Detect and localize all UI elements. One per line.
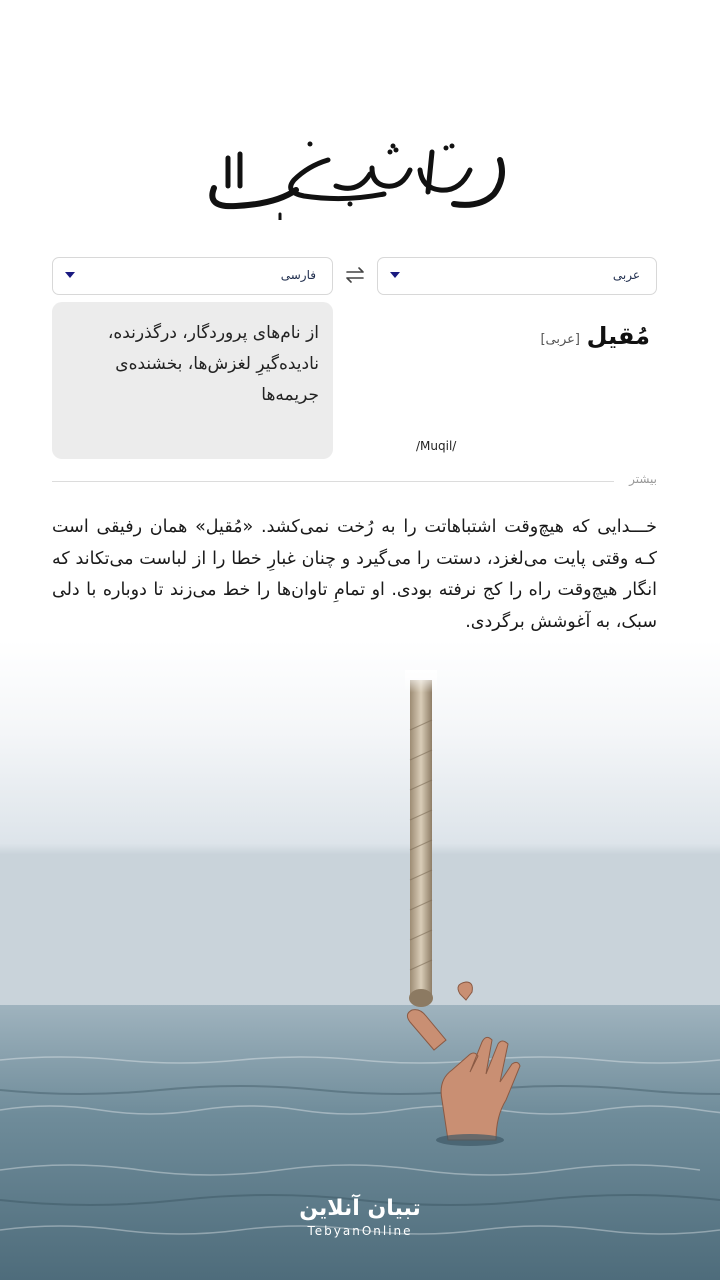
more-link[interactable]: بیشتر — [629, 472, 657, 486]
target-language-select[interactable] — [52, 257, 333, 295]
target-language-label: فارسی — [280, 268, 316, 282]
brand-logo — [290, 1196, 430, 1238]
translation-text: از نام‌های پروردگار، درگذرنده، نادیده‌گیرِ لغزش‌ها، بخشنده‌ی جریمه‌ها — [107, 323, 319, 405]
transliteration: /Muqil/ — [416, 439, 457, 453]
rope-hand-sea-image — [0, 640, 720, 1280]
source-language-select[interactable] — [377, 257, 657, 295]
more-divider — [52, 472, 657, 488]
calligraphy-logo-icon — [200, 130, 520, 220]
caret-down-icon — [390, 272, 400, 278]
swap-arrows-icon — [343, 265, 367, 285]
brand-name-en: TebyanOnline — [307, 1224, 413, 1238]
translation-box — [52, 302, 333, 459]
swap-languages-button[interactable] — [343, 265, 367, 285]
divider-line — [52, 481, 614, 482]
description-text: خـــدایی که هیچ‌وقت اشتباهاتت را به رُخت نمی‌کشد. «مُقیل» همان رفیقی است کـه وقتی پایت می‌لغزد، دستت را می‌گیرد و چنان غبارِ خطا را از لباست می‌تکاند که انگار هیچ‌وقت راه را کج نرفته بودی. او تمامِ تاوان‌ها را خط می‌زند تا دوباره با دلی سبک، به آغوشش برگردی. — [52, 517, 657, 632]
logo — [200, 130, 520, 220]
entry-language-tag: [عربی] — [540, 332, 580, 347]
caret-down-icon — [65, 272, 75, 278]
source-language-label: عربی — [612, 268, 640, 282]
brand-name-fa: تبیان آنلاین — [299, 1196, 421, 1221]
entry-word: مُقیل — [586, 322, 650, 350]
